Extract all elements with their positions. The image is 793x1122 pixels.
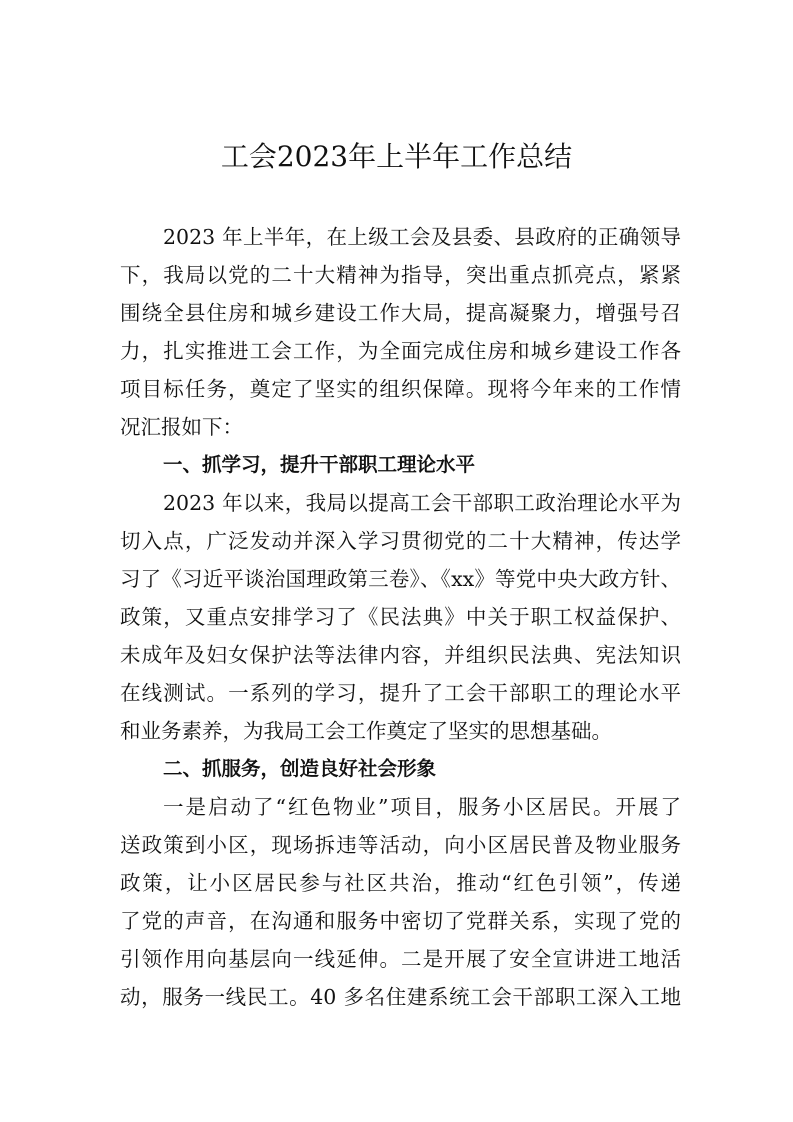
text-line: 围绕全县住房和城乡建设工作大局，提高凝聚力，增强号召 xyxy=(120,301,681,325)
text-line: 动，服务一线民工。40 多名住建系统工会干部职工深入工地 xyxy=(120,985,681,1009)
text-line: 2023 年上半年，在上级工会及县委、县政府的正确领导 xyxy=(163,225,681,249)
text-line: 项目标任务，奠定了坚实的组织保障。现将今年来的工作情 xyxy=(120,377,681,401)
paragraph-intro xyxy=(120,218,681,446)
text-line: 未成年及妇女保护法等法律内容，并组织民法典、宪法知识 xyxy=(120,643,681,667)
text-line: 习了《习近平谈治国理政第三卷》、《xx》等党中央大政方针、 xyxy=(120,567,681,591)
text-line: 力，扎实推进工会工作，为全面完成住房和城乡建设工作各 xyxy=(120,339,681,363)
text-line: 引领作用向基层向一线延伸。二是开展了安全宣讲进工地活 xyxy=(120,947,681,971)
text-line: 在线测试。一系列的学习，提升了工会干部职工的理论水平 xyxy=(120,681,681,705)
text-line: 政策，让小区居民参与社区共治，推动“红色引领”，传递 xyxy=(120,871,681,895)
text-line: 送政策到小区，现场拆违等活动，向小区居民普及物业服务 xyxy=(120,833,681,857)
text-line: 了党的声音，在沟通和服务中密切了党群关系，实现了党的 xyxy=(120,909,681,933)
document-title: 工会2023年上半年工作总结 xyxy=(220,140,573,173)
section-heading-2: 二、抓服务，创造良好社会形象 xyxy=(163,757,437,780)
text-line: 政策，又重点安排学习了《民法典》中关于职工权益保护、 xyxy=(120,605,681,629)
text-line: 下，我局以党的二十大精神为指导，突出重点抓亮点，紧紧 xyxy=(120,263,681,287)
text-line: 一是启动了“红色物业”项目，服务小区居民。开展了 xyxy=(163,795,681,819)
document-body xyxy=(120,218,681,1016)
section-heading-1: 一、抓学习，提升干部职工理论水平 xyxy=(163,453,476,476)
paragraph-study xyxy=(120,484,681,750)
text-line: 况汇报如下： xyxy=(120,415,243,439)
text-line: 切入点，广泛发动并深入学习贯彻党的二十大精神，传达学 xyxy=(120,529,681,553)
text-line: 和业务素养，为我局工会工作奠定了坚实的思想基础。 xyxy=(120,719,612,743)
paragraph-service xyxy=(120,788,681,1016)
text-line: 2023 年以来，我局以提高工会干部职工政治理论水平为 xyxy=(163,491,681,515)
